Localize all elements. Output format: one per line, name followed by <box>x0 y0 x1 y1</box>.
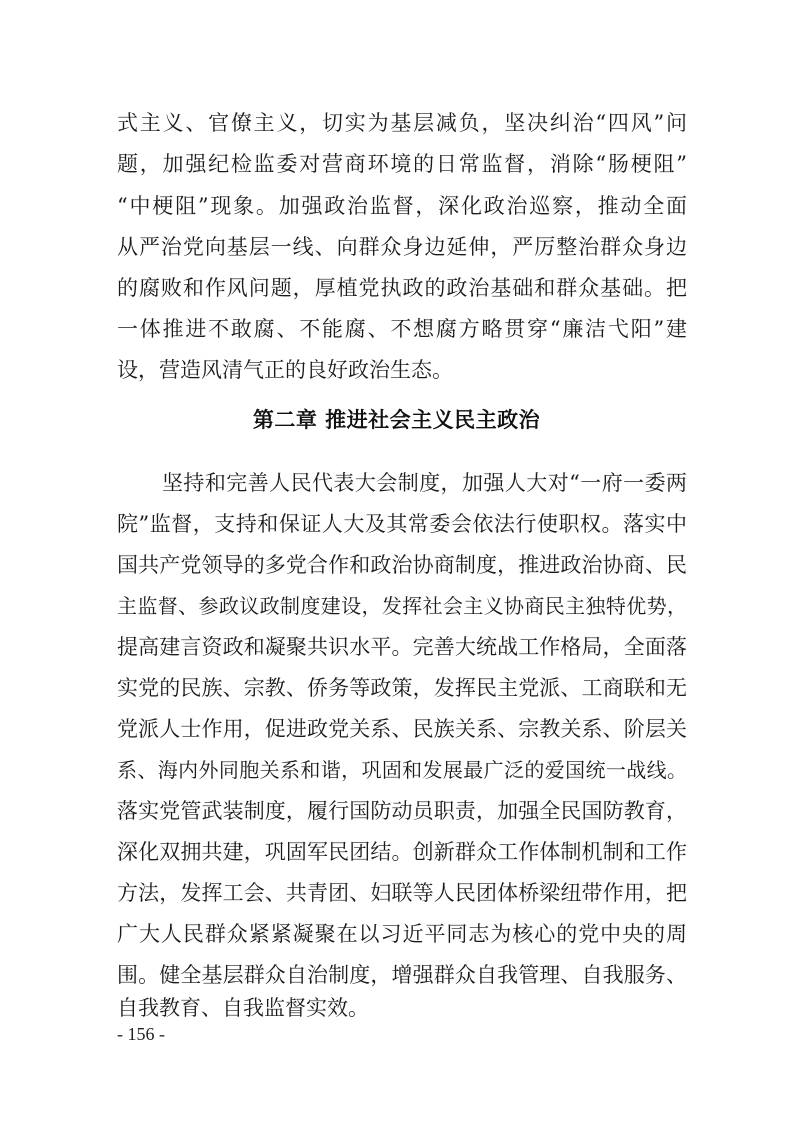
paragraph-line: 主监督、参政议政制度建设，发挥社会主义协商民主独特优势， <box>117 594 687 618</box>
paragraph-line: 方法，发挥工会、共青团、妇联等人民团体桥梁纽带作用，把 <box>117 881 687 905</box>
paragraph-line: 自我教育、自我监督实效。 <box>117 996 369 1020</box>
page-number: - 156 - <box>117 1024 165 1044</box>
paragraph-line: 围。健全基层群众自治制度，增强群众自我管理、自我服务、 <box>117 963 687 987</box>
paragraph-line: 坚持和完善人民代表大会制度，加强人大对“一府一委两 <box>162 471 687 495</box>
paragraph-line: 的腐败和作风问题，厚植党执政的政治基础和群众基础。把 <box>117 276 687 300</box>
section-heading: 第二章 推进社会主义民主政治 <box>252 408 541 432</box>
paragraph-line: 一体推进不敢腐、不能腐、不想腐方略贯穿“廉洁弋阳”建 <box>117 317 687 341</box>
paragraph-line: 深化双拥共建，巩固军民团结。创新群众工作体制机制和工作 <box>117 840 687 864</box>
paragraph-line: 院”监督，支持和保证人大及其常委会依法行使职权。落实中 <box>117 512 687 536</box>
paragraph-line: 落实党管武装制度，履行国防动员职责，加强全民国防教育， <box>117 799 687 823</box>
paragraph-line: 广大人民群众紧紧凝聚在以习近平同志为核心的党中央的周 <box>117 922 687 946</box>
paragraph-line: 式主义、官僚主义，切实为基层减负，坚决纠治“四风”问 <box>117 111 687 135</box>
paragraph-line: 系、海内外同胞关系和谐，巩固和发展最广泛的爱国统一战线。 <box>117 758 687 782</box>
paragraph-line: 设，营造风清气正的良好政治生态。 <box>117 358 453 382</box>
paragraph-line: 从严治党向基层一线、向群众身边延伸，严厉整治群众身边 <box>117 235 687 259</box>
paragraph-line: 国共产党领导的多党合作和政治协商制度，推进政治协商、民 <box>117 553 687 577</box>
paragraph-line: 题，加强纪检监委对营商环境的日常监督，消除“肠梗阻” <box>117 152 687 176</box>
paragraph-line: “中梗阻”现象。加强政治监督，深化政治巡察，推动全面 <box>117 194 687 218</box>
paragraph-line: 党派人士作用，促进政党关系、民族关系、宗教关系、阶层关 <box>117 717 687 741</box>
paragraph-line: 提高建言资政和凝聚共识水平。完善大统战工作格局，全面落 <box>117 635 687 659</box>
paragraph-line: 实党的民族、宗教、侨务等政策，发挥民主党派、工商联和无 <box>117 676 687 700</box>
